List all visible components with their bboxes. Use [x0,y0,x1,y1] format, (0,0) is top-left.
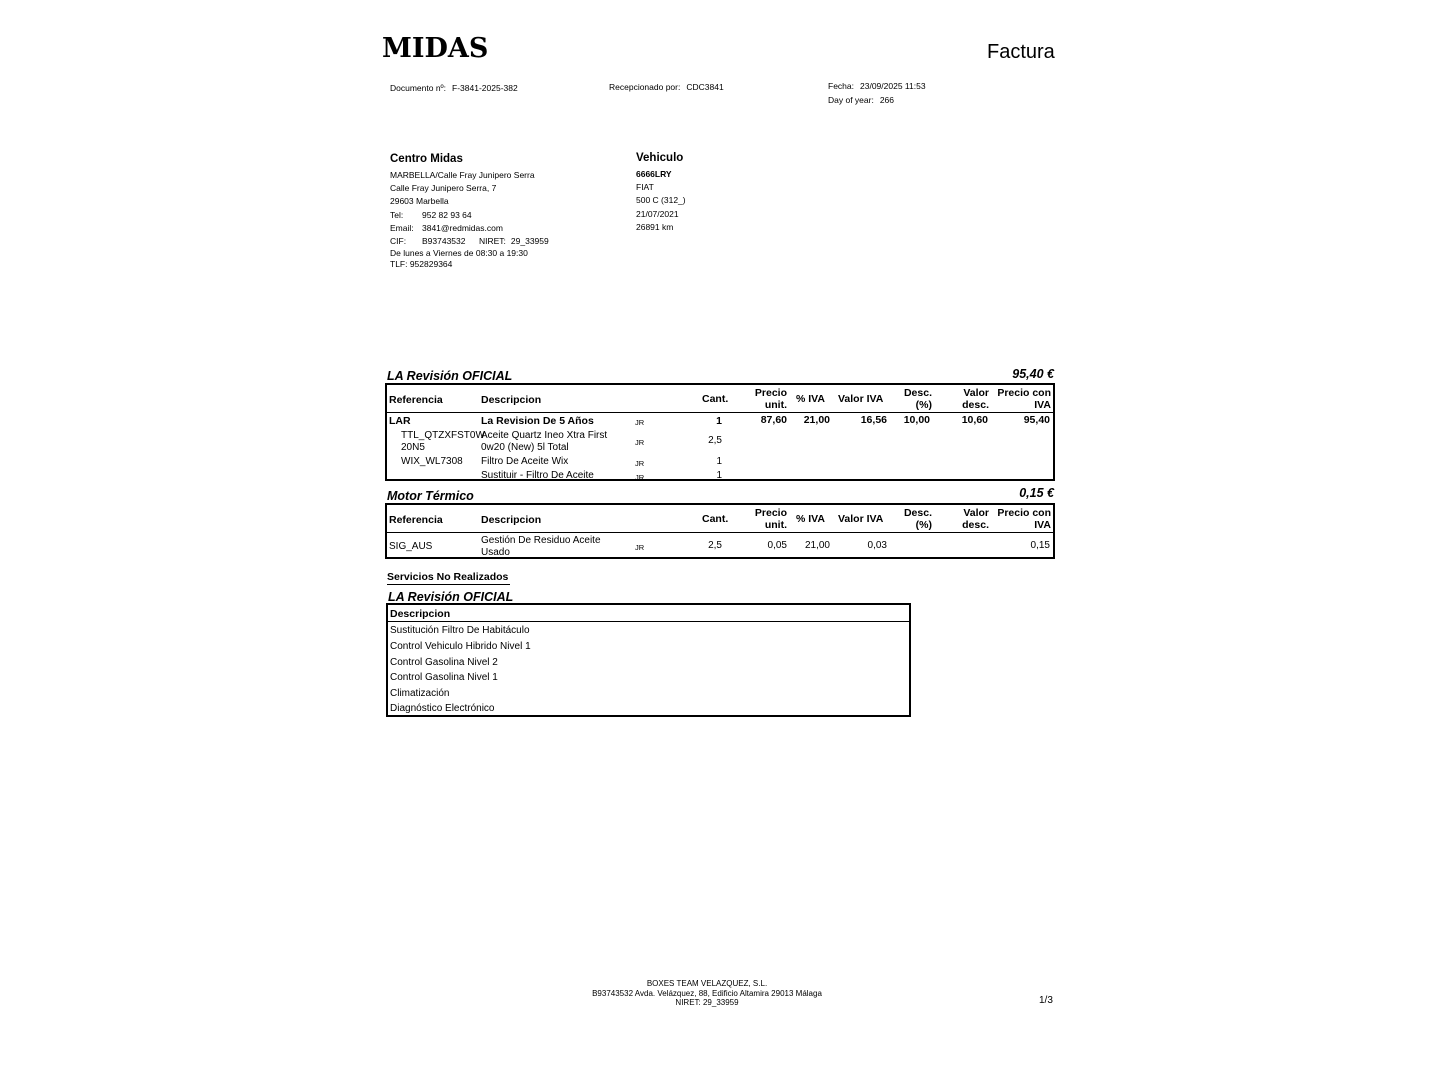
col2-valor-desc-line2: desc. [962,518,989,531]
centro-title: Centro Midas [390,153,463,165]
vehiculo-block [636,150,686,234]
col2-valor-desc-line1: Valor [963,507,989,519]
col-precio [737,388,787,411]
s2-valor-iva: 0,03 [867,540,887,551]
s2-ref: SIG_AUS [389,541,433,552]
s1-sub3-op: JR [635,473,645,482]
tel-value: 952 82 93 64 [422,209,472,220]
col2-cant: Cant. [702,513,729,525]
vehiculo-modelo: 500 C (312_) [636,195,686,206]
centro-email [390,222,549,235]
s1-main-valor-iva: 16,56 [860,414,887,426]
niret-value: 29_33959 [510,236,549,247]
cif-value: B93743532 [422,236,466,247]
section1-title: LA Revisión OFICIAL [387,369,513,383]
niret-label: NIRET: [479,236,506,247]
s2-iva: 21,00 [804,540,830,551]
col-valor-desc-line2: desc. [962,398,989,411]
section2-title: Motor Térmico [387,489,474,503]
col-iva: % IVA [796,393,825,405]
s2-precio: 0,05 [767,540,787,551]
no-realizados-item: Climatización [390,688,450,699]
col2-precio-con-line1: Precio con [997,507,1051,519]
col2-precio [737,508,787,531]
s1-main-valor-desc: 10,60 [961,414,988,426]
s1-main-iva: 21,00 [803,414,830,426]
col-precio-con-line1: Precio con [997,387,1051,399]
section2-table [385,503,1055,559]
fecha-value: 23/09/2025 11:53 [860,81,926,91]
no-realizados-item: Control Gasolina Nivel 1 [390,672,498,683]
col2-iva: % IVA [796,513,825,525]
documento-field [390,82,518,94]
section2-total: 0,15 € [1019,486,1054,500]
tel-label: Tel: [390,209,404,220]
col2-desc-line2: (%) [915,518,932,531]
no-realizados-header-divider [388,621,909,622]
col-desc-line1: Desc. [903,387,932,399]
s1-main-desc-pct: 10,00 [903,414,930,426]
section1-header-row [387,385,1053,413]
recepcionado-value: CDC3841 [686,82,724,92]
centro-cif [390,235,549,248]
s1-sub1-desc-line2: 0w20 (New) 5l Total [481,442,569,453]
midas-logo: MIDAS [382,33,489,64]
section1-table [385,383,1055,481]
col-descripcion: Descripcion [481,394,542,406]
centro-tlf: TLF: 952829364 [390,259,453,270]
centro-line3: 29603 Marbella [390,196,449,207]
s2-precio-con: 0,15 [1030,540,1050,551]
s1-main-cant: 1 [716,415,722,427]
cif-label: CIF: [390,236,407,247]
col-valor-desc-line1: Valor [963,387,989,399]
servicios-no-realizados-heading: Servicios No Realizados [387,571,509,583]
s1-sub1-ref-line2: 20N5 [401,442,425,453]
recepcionado-label: Recepcionado por: [609,82,681,92]
section1-total: 95,40 € [1012,367,1054,381]
document-title: Factura [987,41,1055,63]
col-desc [887,388,932,411]
col2-valor-desc [942,508,989,531]
col-precio-con-iva [992,388,1051,411]
col-precio-con-line2: IVA [1034,398,1051,411]
footer-niret: NIRET: 29_33959 [675,998,739,1007]
s1-sub3-cant: 1 [716,470,722,481]
col2-valor-iva: Valor IVA [838,513,884,525]
col2-referencia: Referencia [389,514,443,526]
centro-horario: De lunes a Viernes de 08:30 a 19:30 [390,248,528,259]
email-label: Email: [390,222,414,233]
day-label: Day of year: [828,95,874,105]
footer [560,979,854,1008]
col-referencia: Referencia [389,394,443,406]
vehiculo-fecha: 21/07/2021 [636,208,679,219]
no-realizados-item: Control Vehiculo Hibrido Nivel 1 [390,641,531,652]
s1-main-op: JR [635,418,645,427]
no-realizados-title: LA Revisión OFICIAL [388,590,514,604]
col-valor-desc [942,388,989,411]
col2-descripcion: Descripcion [481,514,542,526]
centro-line1: MARBELLA/Calle Fray Junipero Serra [390,170,535,180]
no-realizados-table [386,603,911,717]
day-of-year-field [828,94,894,106]
s1-sub1-desc-line1: Aceite Quartz Ineo Xtra First [481,430,608,441]
no-realizados-item: Diagnóstico Electrónico [390,703,495,714]
s1-sub2-ref: WIX_WL7308 [401,456,463,467]
s1-main-precio-con: 95,40 [1023,414,1050,426]
recepcionado-field [609,81,724,93]
s1-sub1-cant: 2,5 [708,435,722,446]
email-value: 3841@redmidas.com [422,222,503,233]
vehiculo-matricula: 6666LRY [636,169,672,179]
vehiculo-title: Vehiculo [636,152,684,164]
s2-desc-line2: Usado [481,547,510,558]
s1-main-ref: LAR [389,415,411,427]
centro-block [390,151,549,270]
no-realizados-col-descripcion: Descripcion [390,608,451,620]
col2-precio-con-iva [992,508,1051,531]
footer-company: BOXES TEAM VELAZQUEZ, S.L. [646,979,768,988]
day-value: 266 [879,95,895,105]
fecha-field [828,80,926,92]
vehiculo-km: 26891 km [636,221,674,232]
documento-label: Documento nº: [390,83,447,93]
col2-precio-line2: unit. [764,518,787,531]
s1-sub3-desc: Sustituir - Filtro De Aceite [481,470,594,481]
s1-sub2-desc: Filtro De Aceite Wix [481,456,569,467]
s2-desc-line1: Gestión De Residuo Aceite [481,535,601,546]
s1-sub1-ref-line1: TTL_QTZXFST0W [401,430,485,441]
s2-cant: 2,5 [708,540,722,551]
s1-sub1-op: JR [635,438,645,447]
col-desc-line2: (%) [915,398,932,411]
s1-sub2-cant: 1 [716,456,722,467]
s1-main-desc: La Revision De 5 Años [481,415,594,427]
centro-line2: Calle Fray Junipero Serra, 7 [390,183,497,194]
section2-header-row [387,505,1053,533]
col-cant: Cant. [702,393,729,405]
vehiculo-marca: FIAT [636,182,654,193]
col2-desc [887,508,932,531]
no-realizados-item: Sustitución Filtro De Habitáculo [390,625,530,636]
col2-desc-line1: Desc. [903,507,932,519]
no-realizados-item: Control Gasolina Nivel 2 [390,657,498,668]
col2-precio-con-line2: IVA [1034,518,1051,531]
s1-sub2-op: JR [635,459,645,468]
col-precio-line1: Precio [754,387,787,399]
centro-tel [390,209,549,222]
col2-precio-line1: Precio [754,507,787,519]
fecha-label: Fecha: [828,81,854,91]
col-valor-iva: Valor IVA [838,393,884,405]
page-number: 1/3 [1039,995,1053,1006]
s2-op: JR [635,543,645,552]
s1-main-precio: 87,60 [760,414,787,426]
col-precio-line2: unit. [764,398,787,411]
footer-address: B93743532 Avda. Velázquez, 88, Edificio Altamira 29013 Málaga [592,988,822,998]
documento-value: F-3841-2025-382 [452,83,518,93]
